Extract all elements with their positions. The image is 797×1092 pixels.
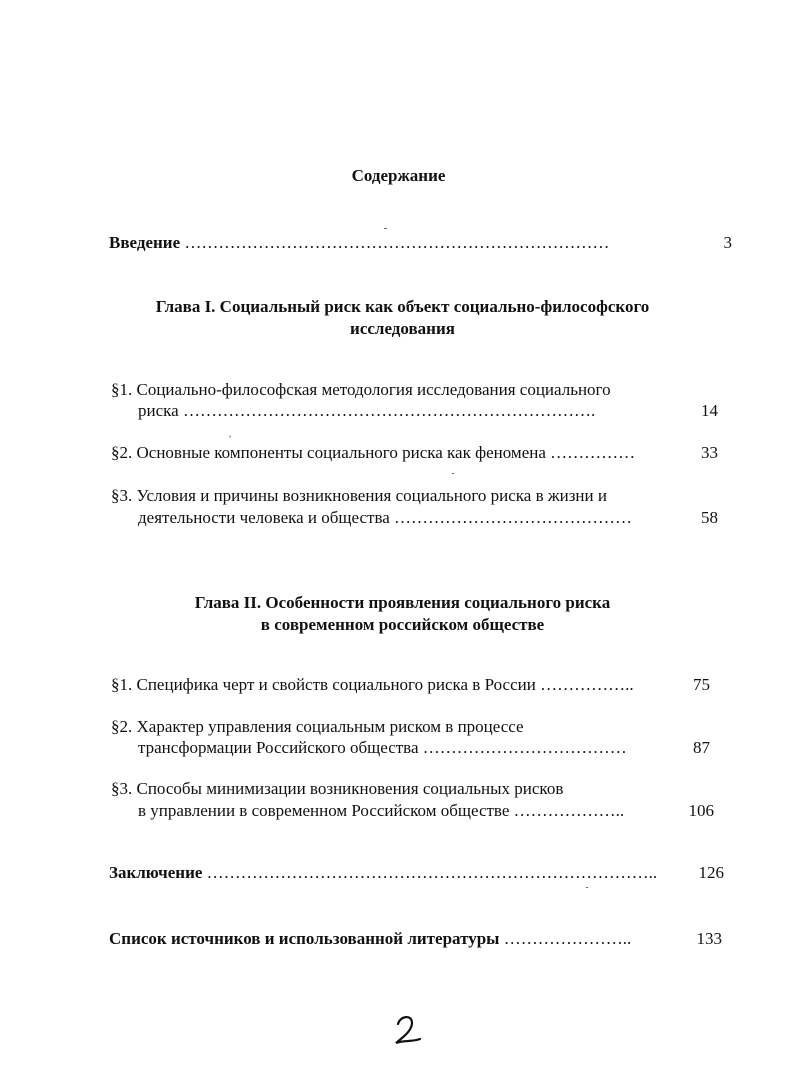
chapter2-heading-line1: Глава II. Особенности проявления социального риска: [194, 593, 611, 612]
scan-speck: [384, 228, 387, 229]
toc-ch2-s2-page: 87: [693, 738, 710, 757]
toc-ch2-s3-line2: в управлении в современном Российском обществе ………………..: [138, 801, 625, 820]
handwritten-page-number: [390, 1010, 430, 1050]
chapter1-heading-line2: исследования: [350, 319, 455, 338]
toc-ch2-s2-line2: трансформации Российского общества ………………………………: [138, 738, 627, 757]
toc-ch2-s3-page: 106: [688, 801, 714, 820]
toc-conclusion-dots: ……………………………………………………………………..: [206, 863, 658, 882]
toc-entry-conclusion: [109, 863, 657, 883]
chapter2-heading-line2: в современном российском обществе: [260, 615, 545, 634]
toc-ch1-s3-line1: §3. Условия и причины возникновения социального риска в жизни и: [111, 486, 607, 505]
toc-entry-intro: [109, 233, 609, 253]
toc-intro-label: Введение: [109, 233, 181, 252]
toc-ch2-s1-line1: §1. Специфика черт и свойств социального риска в России ……………..: [111, 675, 634, 694]
chapter1-heading-line1: Глава I. Социальный риск как объект социально-философского: [155, 297, 650, 316]
page-number-text: 2: [390, 1010, 391, 1011]
toc-ch1-s1-page: 14: [701, 401, 718, 420]
toc-references-page: 133: [696, 929, 722, 948]
toc-conclusion-page: 126: [698, 863, 724, 882]
toc-conclusion-label: Заключение: [109, 863, 203, 882]
toc-references-dots: …………………..: [503, 929, 632, 948]
toc-intro-dots: …………………………………………………………………: [184, 233, 610, 252]
page-title: Содержание: [351, 166, 446, 185]
scan-speck: [586, 887, 588, 888]
scan-speck: [452, 473, 454, 474]
toc-references-label: Список источников и использованной литературы: [109, 929, 500, 948]
toc-ch1-s3-page: 58: [701, 508, 718, 527]
toc-ch2-s3-line1: §3. Способы минимизации возникновения социальных рисков: [111, 779, 564, 798]
toc-ch2-s1-page: 75: [693, 675, 710, 694]
toc-ch1-s1-line2: риска ……………………………………………………………….: [138, 401, 596, 420]
toc-ch1-s2-page: 33: [701, 443, 718, 462]
toc-entry-references: [109, 929, 631, 949]
toc-ch1-s2-line1: §2. Основные компоненты социального риска как феномена ……………: [111, 443, 636, 462]
scan-speck: [229, 435, 231, 437]
toc-ch1-s1-line1: §1. Социально-философская методология исследования социального: [111, 380, 611, 399]
toc-ch2-s2-line1: §2. Характер управления социальным риском в процессе: [111, 717, 524, 736]
toc-ch1-s3-line2: деятельности человека и общества ……………………………………: [138, 508, 633, 527]
toc-intro-page: 3: [723, 233, 732, 252]
